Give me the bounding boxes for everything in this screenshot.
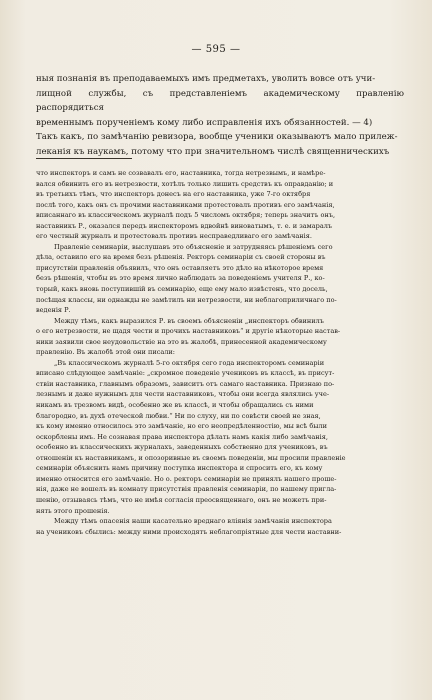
footnote-line: ники заявили свое неудовольствіе на это въ жалобѣ, принесенной академическому xyxy=(36,337,327,346)
footnote-line: его честный журналъ и протестовалъ противъ несправедливаго его замѣчанія. xyxy=(36,232,312,241)
footnote-line: ствіи наставника, главнымъ образомъ, зависитъ отъ самаго наставника. Признаю по- xyxy=(36,379,335,388)
main-text-line: леканія къ наукамъ, потому что при значительномъ числѣ священническихъ xyxy=(36,146,390,157)
footnote-line: оскорблены имъ. Не сознавая права инспектора дѣлать намъ какія либо замѣчанія, xyxy=(36,432,328,441)
footnote-line: вписаннаго въ классическомъ журналѣ подъ 5 числомъ октября; теперь значитъ онъ, xyxy=(36,211,336,220)
footnote-line: безъ рѣшенія, чтобы въ это время лично наблюдать за поведеніемъ учителя Р., ко- xyxy=(36,274,325,283)
footnote-line: лезнымъ и даже нужнымъ для чести наставниковъ, чтобы они всегда являлись уче- xyxy=(36,390,330,399)
footnote-line: правленію. Въ жалобѣ этой они писали: xyxy=(36,348,175,357)
footnote-line: именно относится его замѣчаніе. Но о. ректоръ семинаріи не принялъ нашего проше- xyxy=(36,474,337,483)
footnote-line: нія, даже не вошелъ въ комнату присутствія правленія семинаріи, по нашему пригла- xyxy=(36,485,337,494)
footnote-line: никамъ въ трезвомъ видѣ, особенно же въ классѣ, и чтобы обращались съ ними xyxy=(36,401,314,410)
footnote-line: отношеніи къ наставникамъ, и опозоривные въ своемъ поведеніи, мы просили правленіе xyxy=(36,453,346,462)
footnote-line: послѣ того, какъ онъ съ прочими наставниками протестовалъ противъ его замѣчанія, xyxy=(36,200,335,209)
footnote-line: присутствіи правленія объявилъ, что онъ оставляетъ это дѣло на нѣкоторое время xyxy=(36,263,324,272)
footnote-line: „Въ классическомъ журналѣ 5-го октября сего года инспекторомъ семинаріи xyxy=(54,358,325,367)
main-text-line: временнымъ порученіемъ кому либо исправленія ихъ обязанностей. — 4) xyxy=(36,117,373,128)
footnote-line: торый, какъ вновь поступившій въ семинарію, еще ему мало извѣстенъ, что досель, xyxy=(36,285,328,294)
footnote-line: Между тѣмъ опасенія наши касательно вреднаго вліянія замѣчанія инспектора xyxy=(54,517,332,526)
footnote-line: на учениковъ сбылись: между ними происходятъ неблагопріятные для чести наставни- xyxy=(36,527,342,536)
footnote-line: Правленіе семинаріи, выслушавъ это объясненіе и затрудняясь рѣшеніемъ сего xyxy=(54,242,333,251)
footnote-line: что инспекторъ и самъ не созвавалъ его, наставника, тогда нетрезвымъ, и намѣре- xyxy=(36,169,326,177)
footnote-line: къ кому именно относилось это замѣчаніе, но его неопредѣленностію, мы всѣ были xyxy=(36,422,328,431)
footnote-divider xyxy=(36,158,132,159)
main-text-block xyxy=(36,72,404,160)
footnote-line: шенію, отзываясь тѣмъ, что не имѣя согласія преосвященнаго, онъ не можетъ при- xyxy=(36,495,327,504)
footnote-line: наставникъ Р., оказался передъ инспекторомъ вдвойнѣ виноватымъ, т. е. и замаралъ xyxy=(36,221,333,230)
footnote-line: вписано слѣдующее замѣчаніе: „скромное поведеніе учениковъ въ классѣ, въ присут- xyxy=(36,369,335,378)
main-text-line: ныя познанія въ преподаваемыхъ имъ предметахъ, уволить вовсе отъ учи- xyxy=(36,74,376,84)
footnote-line: семинаріи объяснить намъ причину поступка инспектора и спросить его, къ кому xyxy=(36,464,323,473)
main-text-line: Такъ какъ, по замѣчанію ревизора, вообще ученики оказываютъ мало прилеж- xyxy=(36,132,398,143)
footnote-line: посѣщая классы, ни однажды не замѣтилъ ни нетрезвости, ни неблагоприличнаго по- xyxy=(36,295,337,304)
footnote-line: особенно въ классическихъ журналахъ, заведенныхъ собственно для учениковъ, въ xyxy=(36,443,328,452)
footnote-line: въ третьихъ тѣмъ, что инспекторъ донесъ на его наставника, уже 7-го октября xyxy=(36,190,311,199)
main-text-line: лищной службы, съ представленіемъ академическому правленію распорядиться xyxy=(36,88,404,114)
footnote-line: о его нетрезвости, не щадя чести и прочихъ наставниковъ“ и другіе нѣкоторые настав- xyxy=(36,327,341,336)
footnote-line: дѣла, оставило его на время безъ рѣшенія. Ректоръ семинаріи съ своей стороны въ xyxy=(36,253,326,262)
footnote-line: благородно, въ духѣ отеческой любви.“ Ни по слуху, ни по совѣсти своей не зная, xyxy=(36,411,321,420)
footnote-block xyxy=(36,168,404,537)
footnote-line: веденія Р. xyxy=(36,306,71,315)
footnote-line: Между тѣмъ, какъ выразился Р. въ своемъ объясненіи „инспекторъ обвинилъ xyxy=(54,316,324,325)
footnote-line: нять этого прошенія. xyxy=(36,506,110,515)
page-number: — 595 — xyxy=(191,44,241,55)
footnote-line: вался обвинить его въ нетрезвости, хотѣлъ только лишить средствъ къ оправданію; и xyxy=(36,179,334,188)
